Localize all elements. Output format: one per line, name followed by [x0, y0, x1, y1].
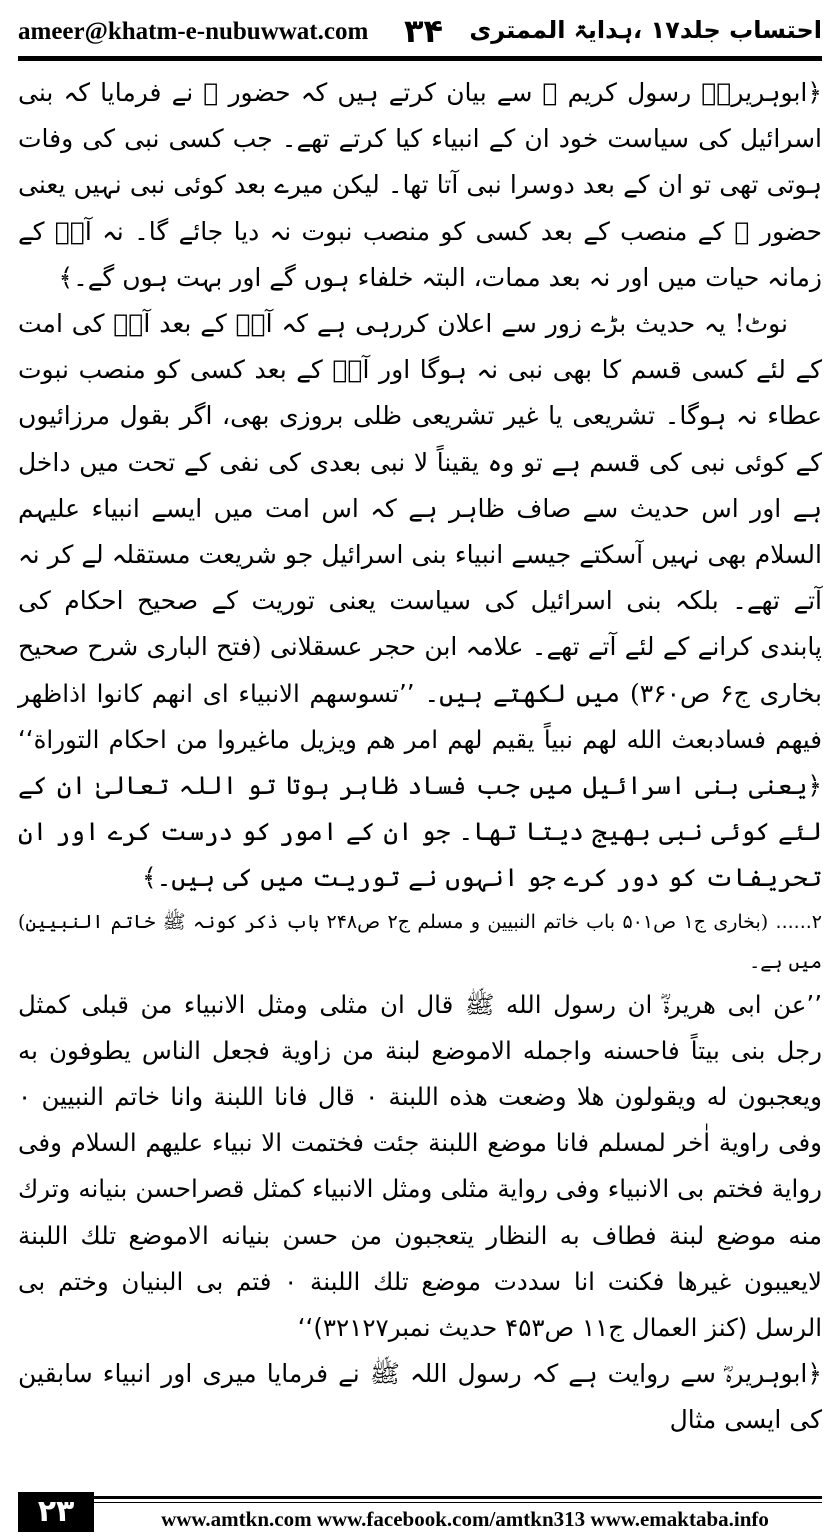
note-arabic-quote: ’’تسوسهم الانبياء اى انهم كانوا اذاظهر فيهم فسادبعث الله لهم نبياً يقيم لهم امر هم ويزيل ماغيروا من احكام التوراة‘‘ — [18, 678, 822, 754]
hadith-arabic: ’’عن ابى هريرةؓ ان رسول الله ﷺ قال ان مثلى ومثل الانبياء من قبلى كمثل رجل بنى بيتاً فاحسنه واجمله الاموضع لبنة من زاوية فجعل الناس يطوفون به ويعجبون له ويقولون هلا وضعت هذه اللبنة ۰ قال فانا اللبنة وانا خاتم النبيين ۰ وفى راوية اٰخر لمسلم فانا موضع اللبنة جئت فختمت الا نبياء عليهم السلام وفى رواية فختم بى الانبياء وفى رواية مثلى ومثل الانبياء كمثل قصراحسن بنيانه وترك منه موضع لبنة فطاف به النظار يتعجبون من حسن بنيانه الاموضع تلك اللبنة لايعيبون غيرها فكنت انا سددت موضع تلك اللبنة ۰ فتم بى البنيان وختم بى الرسل — [18, 989, 823, 1343]
hadith-reference: (كنز العمال ج۱۱ ص۴۵۳ حديث نمبر۳۲۱۲۷)‘‘ — [297, 1313, 748, 1343]
paragraph-note — [18, 301, 822, 902]
note-text: نوٹ! یہ حدیث بڑے زور سے اعلان کررہی ہے کہ آپؐ کے بعد آپؐ کی امت کے لئے کسی قسم کا بھی نبی نہ ہوگا اور آپؐ کے بعد کسی کو منصب نبوت عطاء نہ ہوگا۔ تشریعی یا غیر تشریعی ظلی بروزی بھی، اگر بقول مرزائیوں کے کوئی نبی کی قسم ہے تو وہ یقیناً لا نبی بعدی کی نفی کے تحت میں داخل ہے اور اس حدیث سے صاف ظاہر ہے کہ اس امت میں ایسے انبیاء علیہم السلام بھی نہیں آسکتے جیسے انبیاء بنی اسرائیل جو شریعت مستقلہ لے کر نہ آتے تھے۔ بلکہ بنی اسرائیل کی سیاست یعنی توریت کے صحیح احکام کی پابندی کرانے کے لئے آتے تھے۔ علامہ ابن حجر عسقلانی (فتح الباری شرح صحیح بخاری ج۶ ص۳۶۰) میں لکھتے ہیں۔ — [18, 309, 823, 708]
page-footer — [18, 1492, 822, 1532]
note-translation: ﴿یعنی بنی اسرائیل میں جب فساد ظاہر ہوتا تو اللہ تعالیٰ ان کے لئے کوئی نبی بھیج دیتا تھا۔ جو ان کے امور کو درست کرے اور ان تحریفات کو دور کرے جو انہوں نے توریت میں کی ہیں۔﴾ — [18, 771, 822, 893]
page-body — [18, 70, 822, 1444]
footer-rule-thin — [94, 1502, 822, 1503]
header-rule — [18, 56, 822, 61]
hadith-arabic-text — [18, 982, 822, 1352]
reference-2-number: ۲...... — [775, 910, 823, 933]
header-page-number: ۳۴ — [404, 12, 444, 50]
header-book-title: احتساب جلد۱۷ ،ہدایۃ الممتری — [469, 16, 822, 44]
footer-page-number: ۲۳ — [18, 1492, 94, 1532]
reference-2-text: (بخاری ج۱ ص۵۰۱ باب خاتم النبیین و مسلم ج۲ ص۲۴۸ باب ذکر کونہ ﷺ خاتم النبیین) میں ہے۔ — [18, 910, 822, 973]
paragraph-last-line: ﴿ابوہریرہؓ سے روایت ہے کہ رسول اللہ ﷺ نے فرمایا میری اور انبیاء سابقین کی ایسی مثال — [18, 1359, 822, 1435]
footer-links[interactable]: www.amtkn.com www.facebook.com/amtkn313 www.emaktaba.info — [161, 1507, 769, 1531]
page-header — [18, 14, 822, 50]
footer-rule — [94, 1496, 822, 1499]
reference-2 — [18, 902, 822, 982]
header-email: ameer@khatm-e-nubuwwat.com — [18, 18, 369, 45]
paragraph-hadith-1: ﴿ابوہریرہؓ رسول کریم ﷺ سے بیان کرتے ہیں کہ حضور ﷺ نے فرمایا کہ بنی اسرائیل کی سیاست خود ان کے انبیاء کیا کرتے تھے۔ جب کسی نبی کی وفات ہوتی تھی تو ان کے بعد دوسرا نبی آتا تھا۔ لیکن میرے بعد کوئی نبی نہیں یعنی حضور ﷺ کے منصب کے بعد کسی کو منصب نبوت نہ دیا جائے گا۔ نہ آپؐ کے زمانہ حیات میں اور نہ بعد ممات، البتہ خلفاء ہوں گے اور بہت ہوں گے۔﴾ — [18, 78, 822, 292]
